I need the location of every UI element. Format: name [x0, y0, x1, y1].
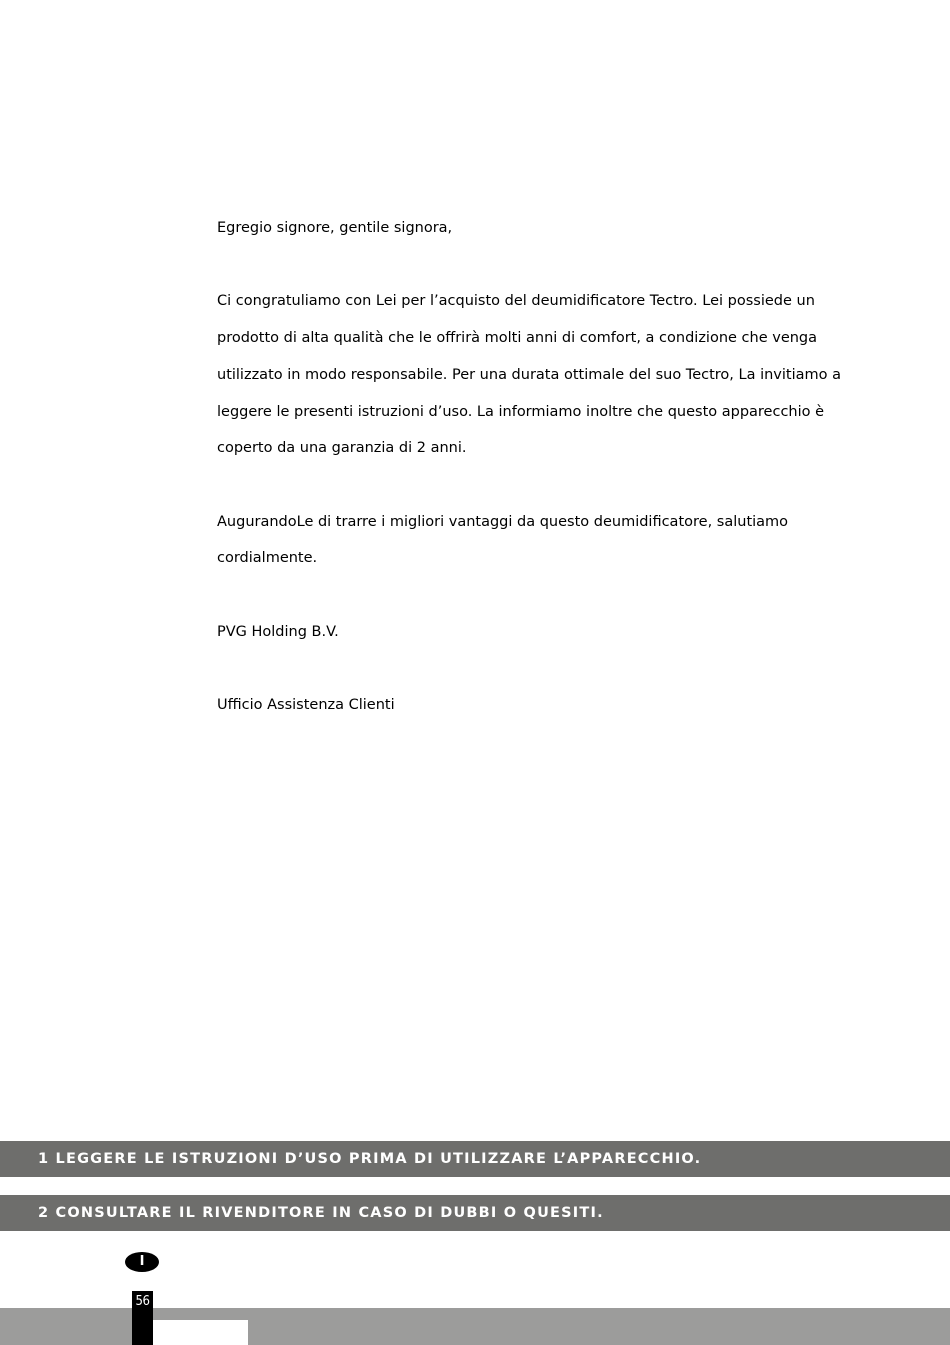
company-name: PVG Holding B.V.: [217, 623, 339, 640]
notice-band-1: 1 LEGGERE LE ISTRUZIONI D’USO PRIMA DI UTILIZZARE L’APPARECCHIO.: [0, 1141, 950, 1177]
closing-paragraph: AugurandoLe di trarre i migliori vantaggi da questo deumidificatore, salutiamo cordialmente.: [217, 513, 789, 567]
page-number: 56: [135, 1294, 150, 1309]
body-paragraph: Ci congratuliamo con Lei per l’acquisto del deumidificatore Tectro. Lei possiede un prodotto di alta qualità che le offrirà molti anni di comfort, a condizione che venga utilizzato in modo responsabile. Per una durata ottimale del suo Tectro, La invitiamo a leggere le presenti istruzioni d’uso. La informiamo inoltre che questo apparecchio è coperto da una garanzia di 2 anni.: [217, 293, 842, 457]
footer-white-block: [153, 1320, 248, 1345]
salutation: Egregio signore, gentile signora,: [217, 220, 453, 236]
language-badge: I: [125, 1252, 159, 1272]
notice-band-2: 2 CONSULTARE IL RIVENDITORE IN CASO DI DUBBI O QUESITI.: [0, 1195, 950, 1231]
letter-body: [217, 210, 877, 760]
department-name: Ufficio Assistenza Clienti: [217, 697, 395, 714]
